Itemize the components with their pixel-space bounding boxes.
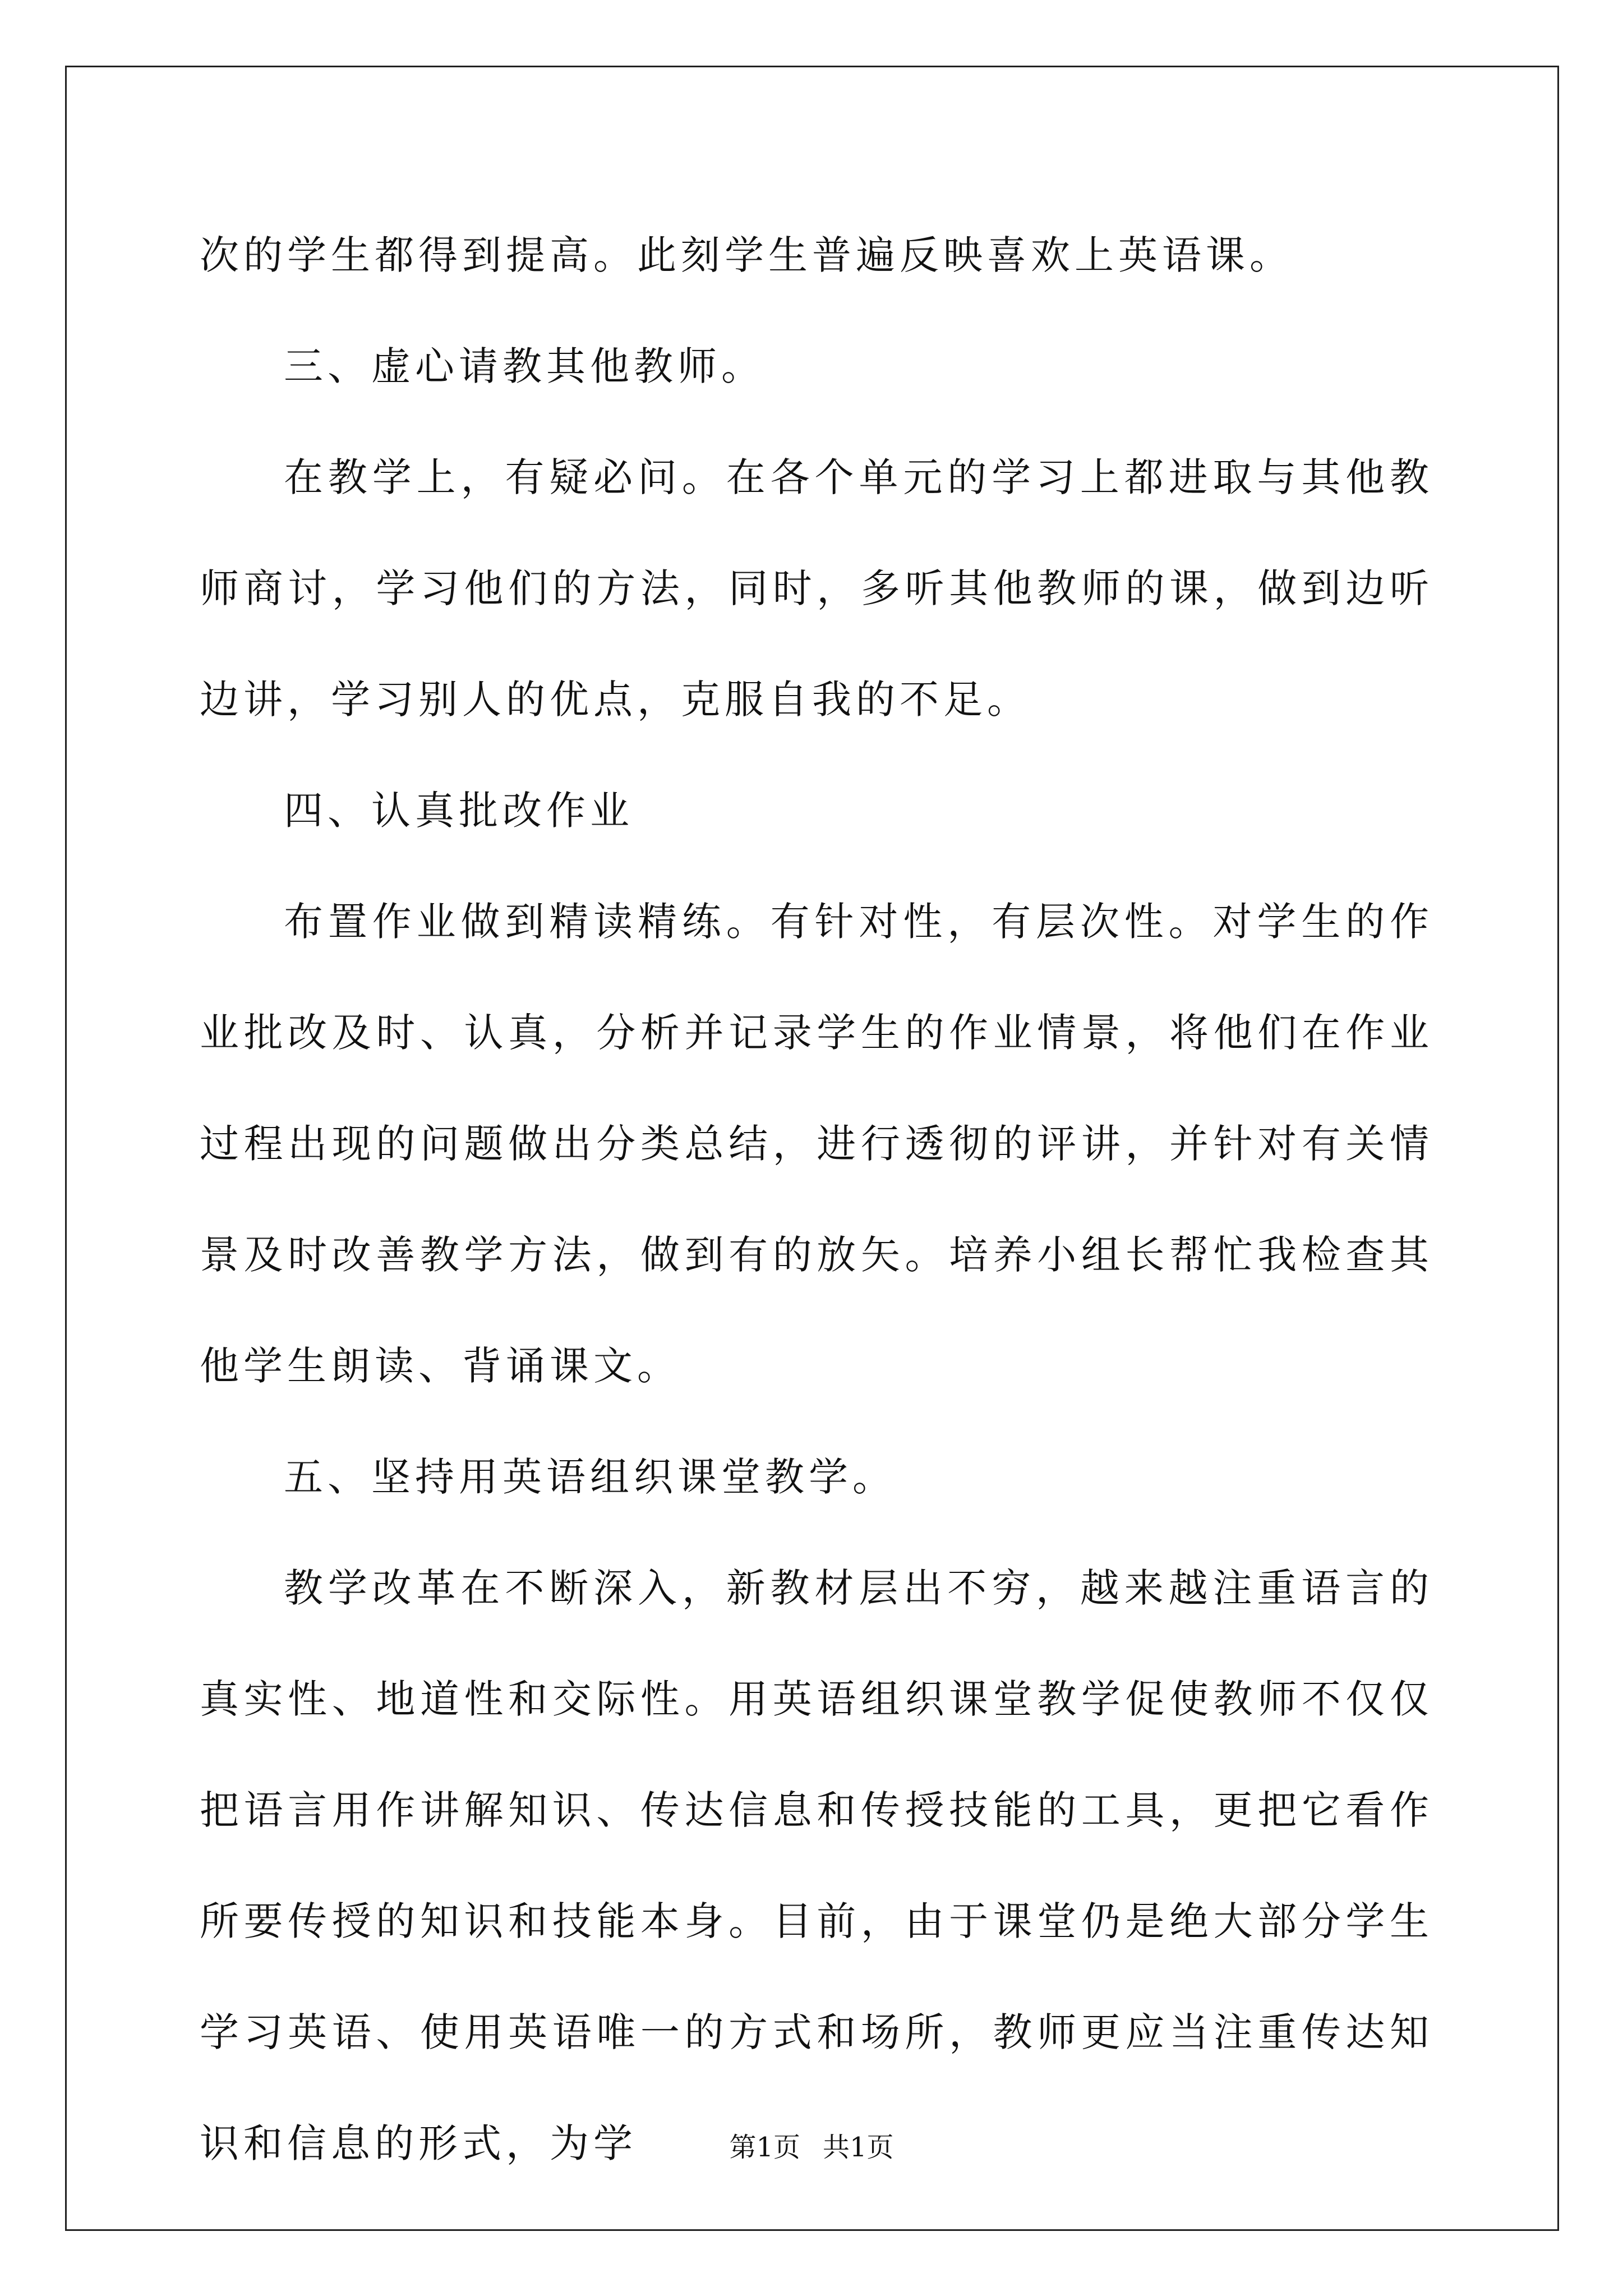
paragraph-1: 次的学生都得到提高。此刻学生普遍反映喜欢上英语课。 [200,232,1293,278]
section-heading-5: 五、坚持用英语组织课堂教学。 [284,1454,896,1500]
paragraph-4: 教学改革在不断深入，新教材层出不穷，越来越注重语言的真实性、地道性和交际性。用英语组织课堂教学促使教师不仅仅把语言用作讲解知识、传达信息和传授技能的工具，更把它看作所要传授的知识和技能本身。目前，由于课堂仍是绝大部分学生学习英语、使用英语唯一的方式和场所，教师更应当注重传达知识和信息的形式，为学 [200,1565,1433,2166]
paragraph-3: 布置作业做到精读精练。有针对性，有层次性。对学生的作业批改及时、认真，分析并记录学生的作业情景，将他们在作业过程出现的问题做出分类总结，进行透彻的评讲，并针对有关情景及时改善教学方法，做到有的放矢。培养小组长帮忙我检查其他学生朗读、背诵课文。 [200,899,1433,1389]
page-total: 共1页 [823,2132,894,2163]
page-footer [0,2131,1623,2164]
paragraph-2: 在教学上，有疑必问。在各个单元的学习上都进取与其他教师商讨，学习他们的方法，同时，多听其他教师的课，做到边听边讲，学习别人的优点，克服自我的不足。 [200,454,1433,723]
section-heading-4: 四、认真批改作业 [284,788,634,834]
section-heading-3: 三、虚心请教其他教师。 [284,343,765,389]
page-number: 第1页 [729,2132,800,2163]
document-body [200,200,1433,2199]
